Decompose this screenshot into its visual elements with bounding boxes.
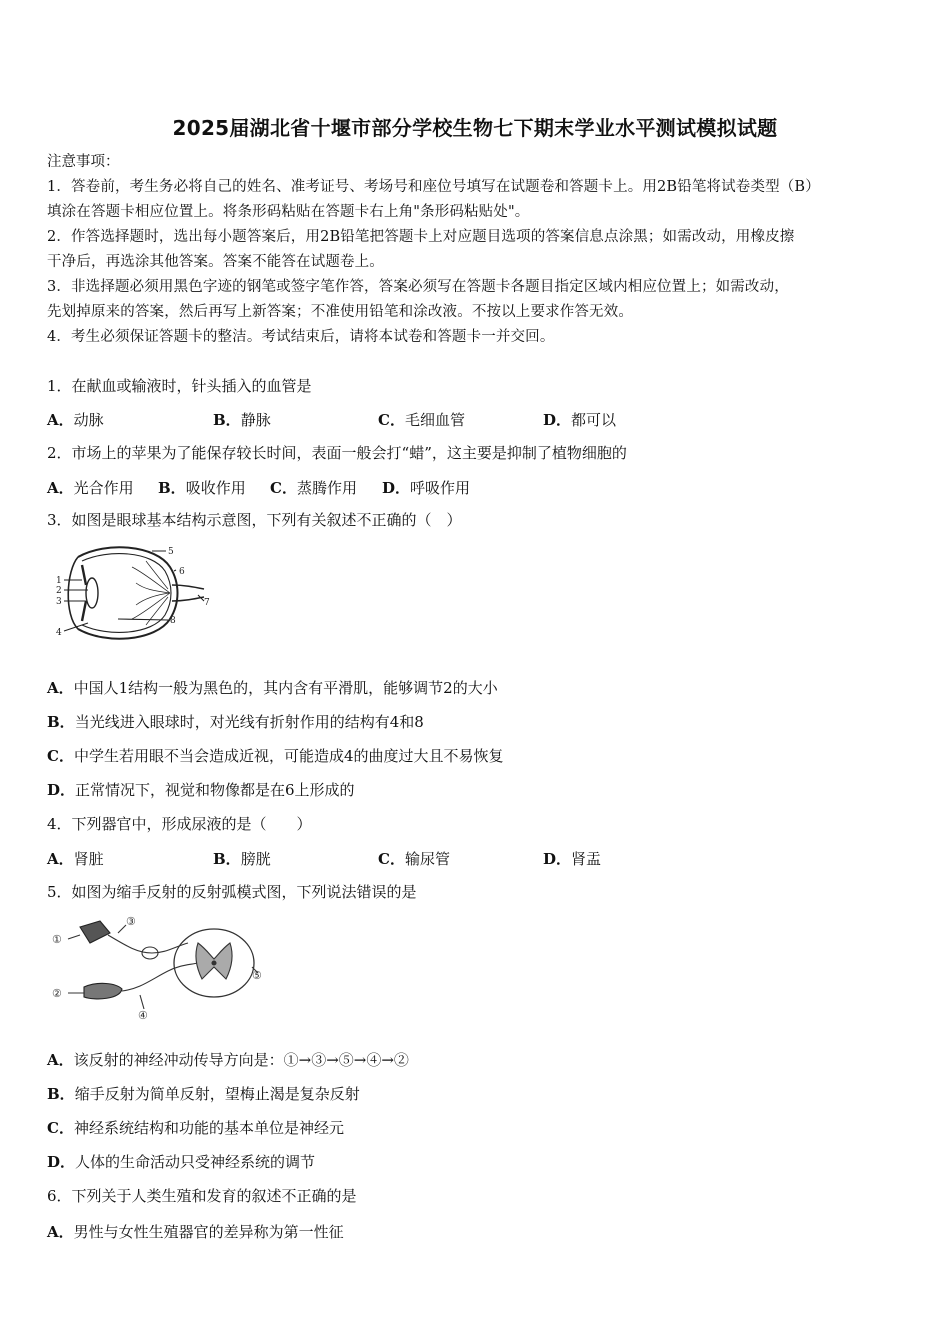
option-b: B．吸收作用 bbox=[158, 479, 246, 497]
question-3-option-c: C．中学生若用眼不当会造成近视，可能造成4的曲度过大且不易恢复 bbox=[47, 747, 504, 765]
question-3-stem: 3．如图是眼球基本结构示意图，下列有关叙述不正确的（ ） bbox=[47, 511, 462, 529]
notice-line: 2．作答选择题时，选出每小题答案后，用2B铅笔把答题卡上对应题目选项的答案信息点涂黑；如需改动，用橡皮擦 bbox=[47, 229, 795, 245]
question-5-option-c: C．神经系统结构和功能的基本单位是神经元 bbox=[47, 1119, 344, 1137]
option-c: C．毛细血管 bbox=[378, 411, 465, 429]
question-3-option-b: B．当光线进入眼球时，对光线有折射作用的结构有4和8 bbox=[47, 713, 424, 731]
option-c: C．蒸腾作用 bbox=[270, 479, 357, 497]
question-3-option-a: A．中国人1结构一般为黑色的，其内含有平滑肌，能够调节2的大小 bbox=[47, 679, 498, 697]
notice-line: 先划掉原来的答案，然后再写上新答案；不准使用铅笔和涂改液。不按以上要求作答无效。 bbox=[47, 304, 633, 320]
option-a: A．动脉 bbox=[47, 411, 104, 429]
notice-line: 3．非选择题必须用黑色字迹的钢笔或签字笔作答，答案必须写在答题卡各题目指定区域内相应位置上；如需改动， bbox=[47, 279, 789, 295]
reflex-label-1: ① bbox=[52, 933, 62, 946]
option-a: A．光合作用 bbox=[47, 479, 134, 497]
eyeball-diagram bbox=[48, 543, 218, 643]
question-4-stem: 4．下列器官中，形成尿液的是（ ） bbox=[47, 815, 312, 833]
notice-line: 填涂在答题卡相应位置上。将条形码粘贴在答题卡右上角"条形码粘贴处"。 bbox=[47, 204, 530, 220]
eye-label-8: 8 bbox=[170, 616, 176, 626]
notice-line: 干净后，再选涂其他答案。答案不能答在试题卷上。 bbox=[47, 254, 384, 270]
question-6-stem: 6．下列关于人类生殖和发育的叙述不正确的是 bbox=[47, 1187, 357, 1205]
question-5-option-a: A．该反射的神经冲动传导方向是：①→③→⑤→④→② bbox=[47, 1051, 409, 1069]
option-d: D．呼吸作用 bbox=[382, 479, 471, 497]
reflex-label-5: ⑤ bbox=[252, 969, 262, 982]
option-b: B．膀胱 bbox=[213, 850, 271, 868]
option-b: B．静脉 bbox=[213, 411, 271, 429]
reflex-arc-diagram bbox=[48, 913, 270, 1023]
notice-heading: 注意事项： bbox=[47, 154, 120, 170]
reflex-label-4: ④ bbox=[138, 1009, 148, 1022]
reflex-label-3: ③ bbox=[126, 915, 136, 928]
option-d: D．都可以 bbox=[543, 411, 617, 429]
eye-label-4: 4 bbox=[56, 628, 62, 638]
question-5-stem: 5．如图为缩手反射的反射弧模式图，下列说法错误的是 bbox=[47, 883, 417, 901]
exam-title: 2025届湖北省十堰市部分学校生物七下期末学业水平测试模拟试题 bbox=[172, 116, 778, 140]
question-5-option-b: B．缩手反射为简单反射，望梅止渴是复杂反射 bbox=[47, 1085, 360, 1103]
option-a: A．肾脏 bbox=[47, 850, 104, 868]
option-c: C．输尿管 bbox=[378, 850, 450, 868]
question-1-stem: 1．在献血或输液时，针头插入的血管是 bbox=[47, 377, 312, 395]
eye-label-1: 1 bbox=[56, 576, 62, 586]
eye-label-3: 3 bbox=[56, 597, 62, 607]
eye-label-2: 2 bbox=[56, 586, 62, 596]
option-d: D．肾盂 bbox=[543, 850, 602, 868]
notice-line: 4．考生必须保证答题卡的整洁。考试结束后，请将本试卷和答题卡一并交回。 bbox=[47, 329, 555, 345]
question-2-stem: 2．市场上的苹果为了能保存较长时间，表面一般会打“蜡”，这主要是抑制了植物细胞的 bbox=[47, 444, 627, 462]
eye-label-5: 5 bbox=[168, 547, 174, 557]
question-3-option-d: D．正常情况下，视觉和物像都是在6上形成的 bbox=[47, 781, 355, 799]
reflex-label-2: ② bbox=[52, 987, 62, 1000]
question-5-option-d: D．人体的生命活动只受神经系统的调节 bbox=[47, 1153, 316, 1171]
eye-label-7: 7 bbox=[204, 598, 210, 608]
question-6-option-a: A．男性与女性生殖器官的差异称为第一性征 bbox=[47, 1223, 344, 1241]
eye-label-6: 6 bbox=[179, 567, 185, 577]
notice-line: 1．答卷前，考生务必将自己的姓名、准考证号、考场号和座位号填写在试题卷和答题卡上。用2B铅笔将试卷类型（B） bbox=[47, 179, 820, 195]
